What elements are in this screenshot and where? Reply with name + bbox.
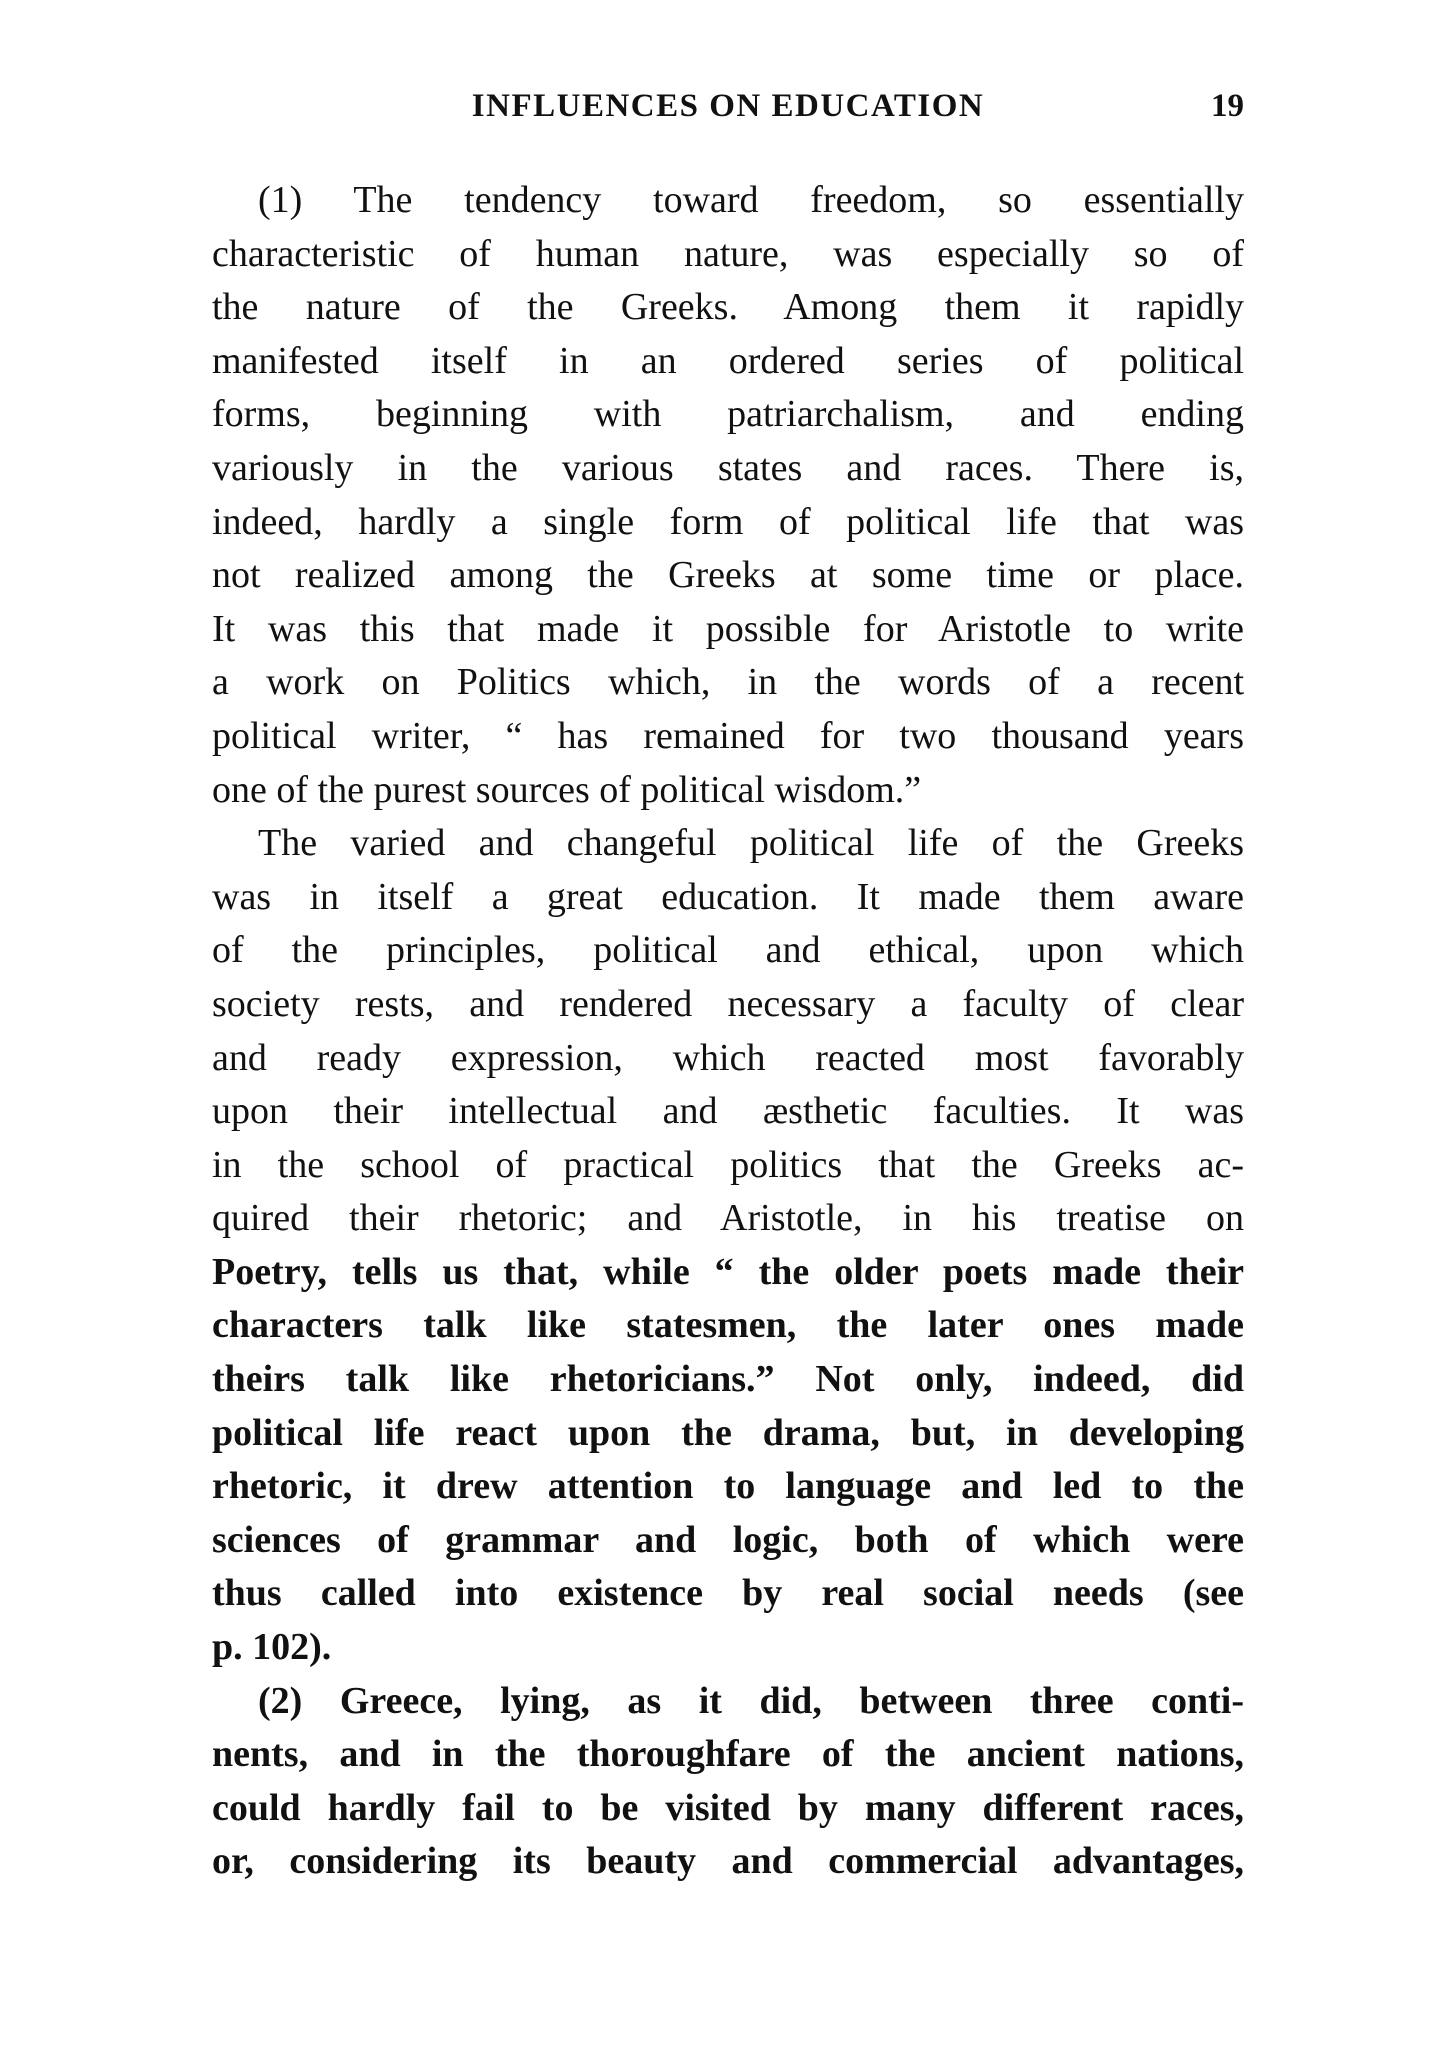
text-line: thus called into existence by real social needs (see — [212, 1572, 1244, 1615]
text-line: manifested itself in an ordered series of political — [212, 339, 1244, 382]
text-line: indeed, hardly a single form of political life that was — [212, 500, 1244, 543]
text-line: of the principles, political and ethical, upon which — [212, 929, 1244, 972]
running-head — [212, 88, 1244, 138]
text-line: a work on Politics which, in the words of a recent — [212, 661, 1244, 704]
page-number: 19 — [1211, 88, 1244, 124]
text-line: society rests, and rendered necessary a faculty of clear — [212, 982, 1244, 1025]
text-line: in the school of practical politics that the Greeks ac- — [212, 1143, 1244, 1186]
text-line: political writer, “ has remained for two thousand years — [212, 714, 1244, 757]
text-line: not realized among the Greeks at some time or place. — [212, 554, 1244, 597]
body-text — [212, 174, 1244, 1889]
text-line: It was this that made it possible for Aristotle to write — [212, 607, 1244, 650]
text-line: political life react upon the drama, but, in developing — [212, 1411, 1244, 1454]
text-line: p. 102). — [212, 1626, 332, 1669]
text-line: forms, beginning with patriarchalism, and ending — [212, 393, 1244, 436]
text-line: nents, and in the thoroughfare of the ancient nations, — [212, 1733, 1244, 1776]
running-head-title: INFLUENCES ON EDUCATION — [471, 88, 985, 124]
text-line: Poetry, tells us that, while “ the older poets made their — [212, 1250, 1244, 1293]
text-line: rhetoric, it drew attention to language and led to the — [212, 1465, 1244, 1508]
text-line: sciences of grammar and logic, both of which were — [212, 1518, 1244, 1561]
text-line: or, considering its beauty and commercial advantages, — [212, 1840, 1244, 1883]
text-line: characters talk like statesmen, the later ones made — [212, 1304, 1244, 1347]
text-line: the nature of the Greeks. Among them it rapidly — [212, 286, 1244, 329]
text-line: The varied and changeful political life of the Greeks — [258, 822, 1244, 865]
text-line: theirs talk like rhetoricians.” Not only, indeed, did — [212, 1358, 1244, 1401]
text-line: characteristic of human nature, was especially so of — [212, 232, 1244, 275]
text-line: was in itself a great education. It made them aware — [212, 875, 1244, 918]
text-line: variously in the various states and races. There is, — [212, 446, 1244, 489]
text-line: could hardly fail to be visited by many different races, — [212, 1786, 1244, 1829]
text-line: upon their intellectual and æsthetic faculties. It was — [212, 1090, 1244, 1133]
text-line: (1) The tendency toward freedom, so essentially — [258, 179, 1244, 221]
text-line: quired their rhetoric; and Aristotle, in his treatise on — [212, 1197, 1244, 1240]
text-line: one of the purest sources of political wisdom.” — [212, 768, 922, 811]
text-line: (2) Greece, lying, as it did, between three conti- — [258, 1679, 1244, 1722]
text-line: and ready expression, which reacted most favorably — [212, 1036, 1244, 1079]
